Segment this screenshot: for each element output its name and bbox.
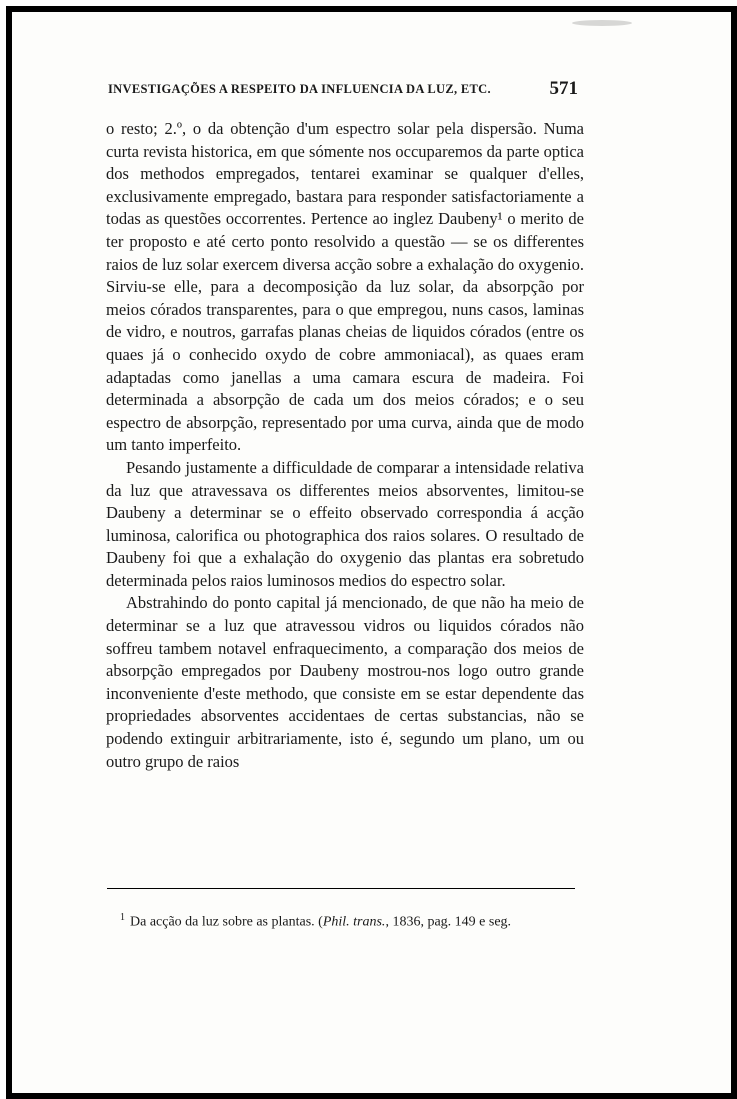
paragraph-2: Pesando justamente a difficuldade de comparar a intensidade relativa da luz que atravessava os differentes meios absorventes, limitou-se Daubeny a determinar se o effeito observado correspondia á acção luminosa, calorifica ou photographica dos raios solares. O resultado de Daubeny foi que a exhalação do oxygenio das plantas era sobretudo determinada pelos raios luminosos medios do espectro solar. <box>106 457 584 590</box>
footnote-citation: Phil. trans. <box>322 914 386 930</box>
paragraph-1: o resto; 2.º, o da obtenção d'um espectro solar pela dispersão. Numa curta revista historica, em que sómente nos occuparemos da parte optica dos methodos empregados, tentarei examinar se qualquer d'elles, exclusivamente empregado, bastara para responder satisfactoriamente a todas as questões occorrentes. Pertence ao inglez Daubeny¹ o merito de ter proposto e até certo ponto resolvido a questão — se os differentes raios de luz solar exercem diversa acção sobre a exhalação do oxygenio. Sirviu-se elle, para a decomposição da luz solar, da absorpção por meios córados transparentes, para o que empregou, nuns casos, laminas de vidro, e noutros, garrafas planas cheias de liquidos córados (entre os quaes já o conhecido oxydo de cobre ammoniacal), as quaes eram adaptadas como janellas a uma camara escura de madeira. Foi determinada a absorpção de cada um dos meios córados; e o seu espectro de absorpção, representado por uma curva, ainda que de modo um tanto imperfeito. <box>106 119 584 455</box>
footnote-marker: 1 <box>120 912 125 923</box>
page-number: 571 <box>549 78 578 99</box>
footnote <box>120 912 590 931</box>
footnote-text-before: Da acção da luz sobre as plantas. ( <box>130 914 323 930</box>
footnote-divider <box>107 888 575 889</box>
paper-stain <box>572 20 632 26</box>
footnote-text-after: , 1836, pag. 149 e seg. <box>385 914 512 930</box>
body-text <box>106 118 584 773</box>
running-title: INVESTIGAÇÕES A RESPEITO DA INFLUENCIA DA LUZ, ETC. <box>108 82 491 96</box>
paragraph-3: Abstrahindo do ponto capital já mencionado, de que não ha meio de determinar se a luz que atravessou vidros ou liquidos córados não soffreu tambem notavel enfraquecimento, a comparação dos meios de absorpção empregados por Daubeny mostrou-nos logo outro grande inconveniente d'este methodo, que consiste em se estar dependente das propriedades absorventes accidentaes de certas substancias, não se podendo extinguir arbitrariamente, isto é, segundo um plano, um ou outro grupo de raios <box>106 593 584 771</box>
